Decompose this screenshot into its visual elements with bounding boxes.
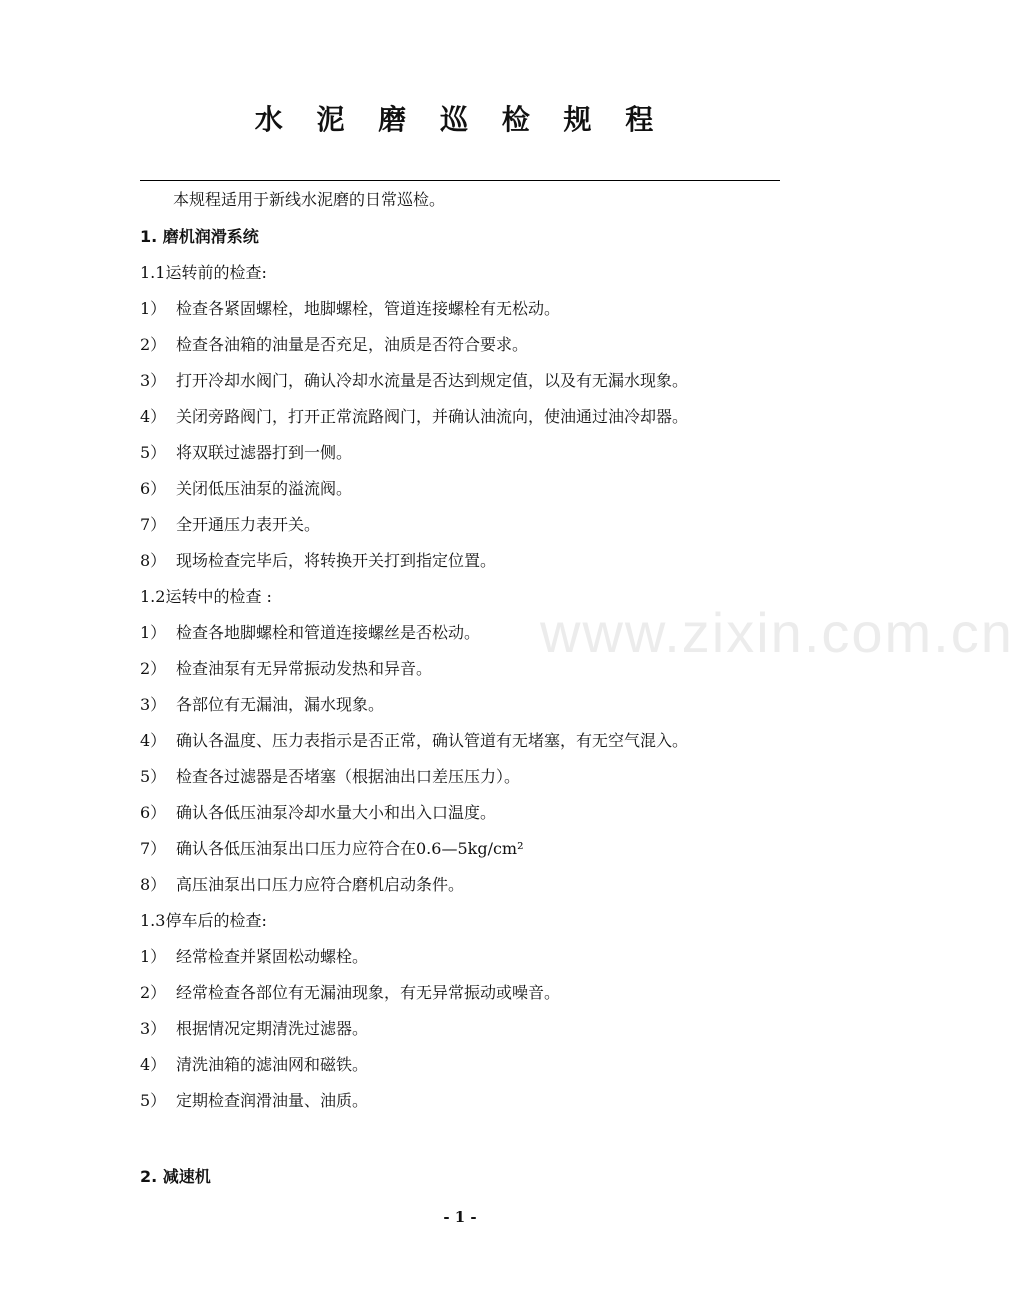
list-item-text: 检查各过滤器是否堵塞（根据油出口差压压力）。 [176, 767, 521, 786]
list-item [140, 695, 384, 715]
list-item-number: 3） [140, 371, 167, 390]
list-item-number: 7） [140, 839, 167, 858]
list-item-text: 关闭旁路阀门，打开正常流路阀门，并确认油流向，使油通过油冷却器。 [176, 407, 689, 426]
list-item [140, 659, 432, 679]
list-item-text: 定期检查润滑油量、油质。 [176, 1091, 369, 1110]
list-item-number: 8） [140, 875, 167, 894]
document-title: 水 泥 磨 巡 检 规 程 [254, 103, 666, 136]
list-item-number: 6） [140, 803, 167, 822]
list-item [140, 623, 480, 643]
list-item-text: 经常检查并紧固松动螺栓。 [176, 947, 369, 966]
list-item-text: 打开冷却水阀门，确认冷却水流量是否达到规定值，以及有无漏水现象。 [176, 371, 689, 390]
list-item-text: 清洗油箱的滤油网和磁铁。 [176, 1055, 369, 1074]
list-item [140, 983, 560, 1003]
list-item-text: 检查各油箱的油量是否充足，油质是否符合要求。 [176, 335, 529, 354]
list-item [140, 371, 688, 391]
list-item-text: 关闭低压油泵的溢流阀。 [176, 479, 353, 498]
list-item-number: 5） [140, 443, 167, 462]
list-item-number: 2） [140, 335, 167, 354]
list-item-number: 5） [140, 767, 167, 786]
list-item [140, 1091, 368, 1111]
list-item [140, 731, 688, 751]
list-item-number: 2） [140, 659, 167, 678]
list-item-number: 1） [140, 947, 167, 966]
list-item-number: 3） [140, 1019, 167, 1038]
list-item-text: 经常检查各部位有无漏油现象，有无异常振动或噪音。 [176, 983, 561, 1002]
list-item-text: 现场检查完毕后，将转换开关打到指定位置。 [176, 551, 497, 570]
list-item-number: 3） [140, 695, 167, 714]
list-item-text: 检查各紧固螺栓，地脚螺栓，管道连接螺栓有无松动。 [176, 299, 561, 318]
list-item-text: 确认各低压油泵出口压力应符合在0.6—5kg/cm² [176, 839, 524, 858]
list-item [140, 515, 320, 535]
list-item [140, 443, 352, 463]
list-item-text: 确认各温度、压力表指示是否正常，确认管道有无堵塞，有无空气混入。 [176, 731, 689, 750]
list-item-text: 检查各地脚螺栓和管道连接螺丝是否松动。 [176, 623, 481, 642]
subsection-heading-1-1: 1.1运转前的检查: [140, 263, 267, 282]
list-item-text: 高压油泵出口压力应符合磨机启动条件。 [176, 875, 465, 894]
list-item-text: 将双联过滤器打到一侧。 [176, 443, 353, 462]
list-item-text: 确认各低压油泵冷却水量大小和出入口温度。 [176, 803, 497, 822]
list-item [140, 1019, 368, 1039]
list-item [140, 335, 528, 355]
list-item-number: 1） [140, 299, 167, 318]
list-item [140, 839, 524, 859]
list-item-text: 各部位有无漏油，漏水现象。 [176, 695, 385, 714]
section-heading-2: 2. 减速机 [140, 1167, 211, 1186]
list-item-text: 根据情况定期清洗过滤器。 [176, 1019, 369, 1038]
list-item [140, 551, 496, 571]
list-item [140, 803, 496, 823]
subsection-heading-1-3: 1.3停车后的检查: [140, 911, 267, 930]
list-item [140, 875, 464, 895]
list-item-number: 2） [140, 983, 167, 1002]
list-item-number: 7） [140, 515, 167, 534]
list-item-text: 检查油泵有无异常振动发热和异音。 [176, 659, 433, 678]
list-item-number: 4） [140, 407, 167, 426]
title-divider [140, 180, 780, 181]
list-item-number: 4） [140, 731, 167, 750]
list-item [140, 407, 688, 427]
list-item [140, 947, 368, 967]
list-item-number: 5） [140, 1091, 167, 1110]
list-item [140, 1055, 368, 1075]
watermark: www.zixin.com.cn [540, 601, 1014, 664]
intro-text: 本规程适用于新线水泥磨的日常巡检。 [173, 190, 446, 209]
section-heading-1: 1. 磨机润滑系统 [140, 227, 259, 246]
list-item-text: 全开通压力表开关。 [176, 515, 321, 534]
page-number: - 1 - [443, 1208, 477, 1226]
list-item-number: 8） [140, 551, 167, 570]
list-item-number: 4） [140, 1055, 167, 1074]
list-item-number: 1） [140, 623, 167, 642]
subsection-heading-1-2: 1.2运转中的检查 : [140, 587, 272, 606]
list-item [140, 299, 560, 319]
list-item [140, 479, 352, 499]
list-item [140, 767, 520, 787]
list-item-number: 6） [140, 479, 167, 498]
